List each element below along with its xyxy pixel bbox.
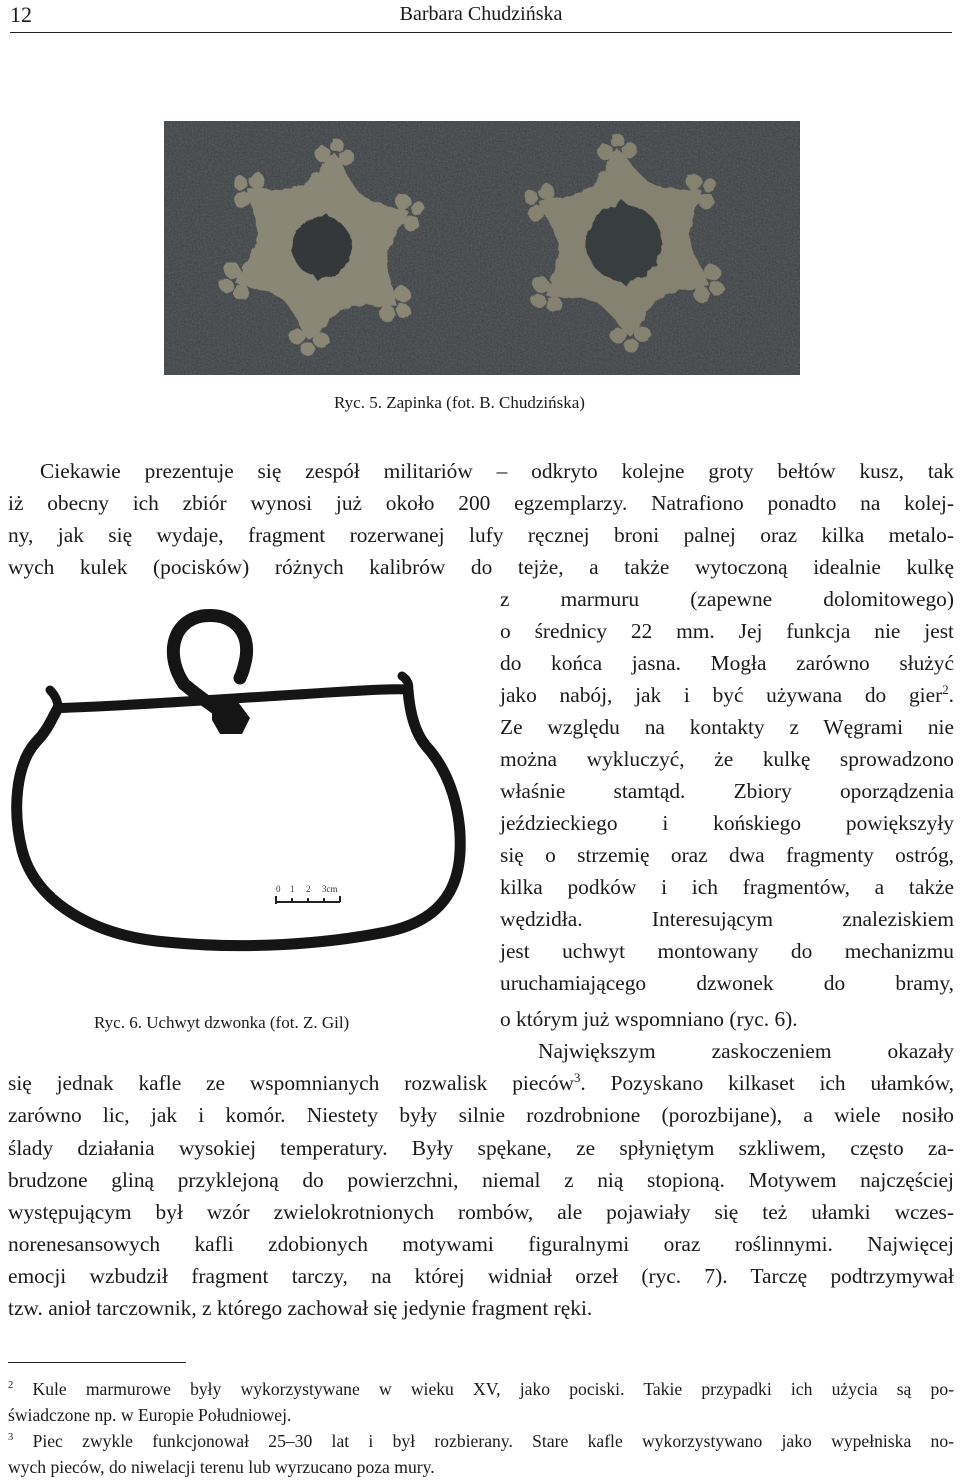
scale-label: 2: [306, 884, 311, 894]
scale-label: 3cm: [322, 884, 338, 894]
text-line: występującym był wzór zwielokrotnionych rombów, ale pojawiały się też ułamki wczes-: [8, 1200, 954, 1224]
text-line: ny, jak się wydaje, fragment rozerwanej lufy ręcznej broni palnej oraz kilka metalo-: [8, 523, 954, 547]
scale-label: 0: [276, 884, 281, 894]
running-header: [10, 0, 952, 33]
text-line: brudzone gliną przyklejoną do powierzchni, niemal z nią stopioną. Motywem najczęściej: [8, 1168, 954, 1192]
footnote-3: $^3$ Piec zwykle funkcjonował 25–30 lat i był rozbierany. Stare kafle wykorzystywano jako wypełniska no-: [8, 1431, 954, 1451]
text-line: właśnie stamtąd. Zbiory oporządzenia: [500, 779, 954, 803]
text-line: uruchamiającego dzwonek do bramy,: [500, 971, 954, 995]
text-line: jest uchwyt montowany do mechanizmu: [500, 939, 954, 963]
footnote-number: 3: [8, 1432, 14, 1444]
footnote-2-cont: świadczone np. w Europie Południowej.: [8, 1405, 292, 1425]
text-line: się jednak kafle ze wspomnianych rozwalisk pieców$^3$. Pozyskano kilkaset ich ułamków,: [8, 1070, 955, 1095]
footnote-2: $^2$ Kule marmurowe były wykorzystywane w wieku XV, jako pociski. Takie przypadki ich użycia są po-: [8, 1379, 954, 1399]
text-line: o którym już wspomniano (ryc. 6).: [500, 1007, 798, 1031]
text-line: się o strzemię oraz dwa fragmenty ostróg,: [500, 843, 954, 867]
text-line: wędzidła. Interesującym znaleziskiem: [500, 907, 954, 931]
figure-6-image: [6, 592, 486, 1012]
text-line: o średnicy 22 mm. Jej funkcja nie jest: [500, 619, 954, 643]
text-line: emocji wzbudził fragment tarczy, na której widniał orzeł (ryc. 7). Tarczę podtrzymywał: [8, 1264, 954, 1288]
text-line: można wykluczyć, że kulkę sprowadzono: [500, 747, 954, 771]
footnote-ref: 3: [573, 1070, 581, 1085]
figure-6-caption: Ryc. 6. Uchwyt dzwonka (fot. Z. Gil): [94, 1013, 350, 1032]
text-line: ślady działania wysokiej temperatury. Były spękane, ze spłyniętym szkliwem, często za-: [8, 1136, 954, 1160]
footnote-rule: [8, 1362, 186, 1363]
text-line: zarówno lic, jak i komór. Niestety były silnie rozdrobnione (porozbijane), a wiele nosiło: [8, 1103, 954, 1127]
text-line: jeździeckiego i końskiego powiększyły: [500, 811, 954, 835]
text-line: Największym zaskoczeniem okazały: [538, 1039, 954, 1063]
text-line: Ciekawie prezentuje się zespół militariów – odkryto kolejne groty bełtów kusz, tak: [40, 459, 954, 483]
footnote-ref: 2: [942, 682, 949, 697]
footnote-number: 2: [8, 1380, 14, 1392]
text-line: Ze względu na kontakty z Węgrami nie: [500, 715, 954, 739]
figure-5-caption: Ryc. 5. Zapinka (fot. B. Chudzińska): [334, 393, 585, 412]
text-line: wych kulek (pocisków) różnych kalibrów do tejże, a także wytoczoną idealnie kulkę: [8, 555, 954, 579]
text-line: tzw. anioł tarczownik, z którego zachował się jedynie fragment ręki.: [8, 1296, 593, 1320]
text-line: iż obecny ich zbiór wynosi już około 200 egzemplarzy. Natrafiono ponadto na kolej-: [8, 491, 954, 515]
footnote-3-cont: wych pieców, do niwelacji terenu lub wyrzucano poza mury.: [8, 1457, 435, 1477]
text-line: jako nabój, jak i być używana do gier$^2$.: [500, 682, 954, 707]
figure-5-photo: [164, 121, 800, 375]
text-line: z marmuru (zapewne dolomitowego): [500, 587, 954, 611]
text-line: norenesansowych kafli zdobionych motywami figuralnymi oraz roślinnymi. Najwięcej: [8, 1232, 954, 1256]
page-number: 12: [10, 2, 32, 27]
text-line: kilka podków i ich fragmentów, a także: [500, 875, 954, 899]
scale-label: 1: [290, 884, 295, 894]
text-line: do końca jasna. Mogła zarówno służyć: [500, 651, 954, 675]
running-head-author: Barbara Chudzińska: [399, 3, 563, 25]
